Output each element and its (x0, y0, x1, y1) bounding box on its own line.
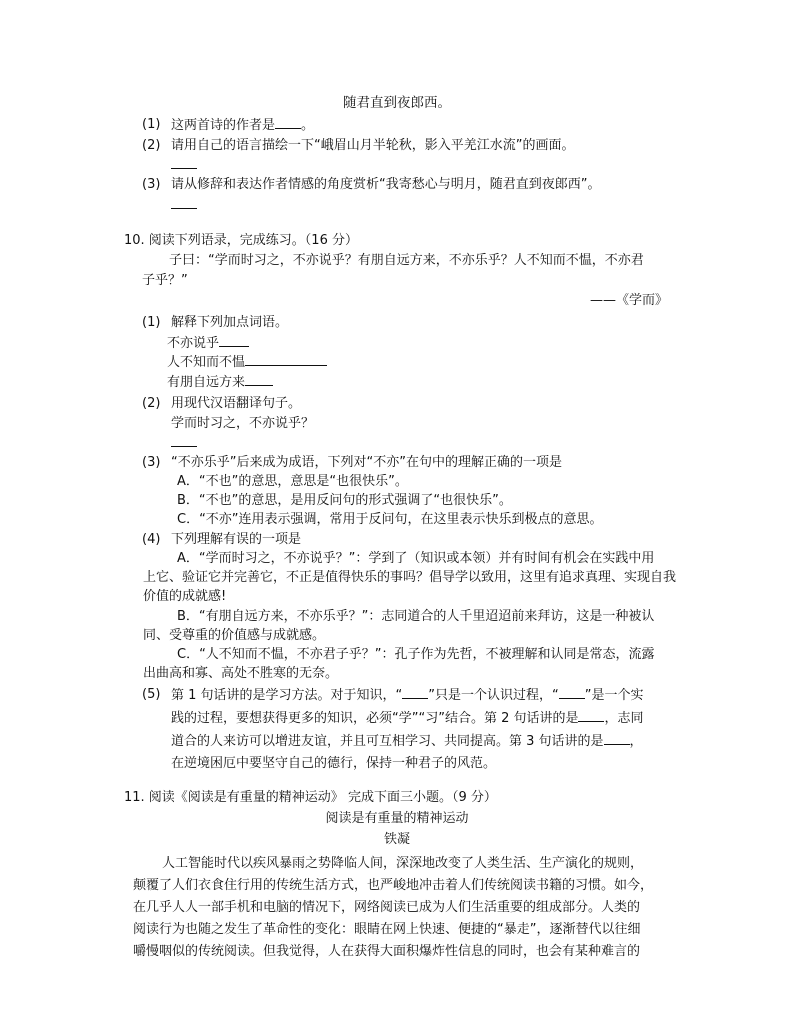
q10-quote-line1: 子曰：“学而时习之，不亦说乎？有朋自远方来，不亦乐乎？人不知而不愠，不亦君 (169, 253, 644, 268)
answer-blank[interactable] (578, 709, 604, 722)
answer-blank[interactable] (171, 156, 197, 169)
q10-5-line4: 在逆境困厄中要坚守自己的德行，保持一种君子的风范。 (171, 756, 497, 771)
answer-blank[interactable] (275, 116, 301, 129)
answer-blank[interactable] (604, 732, 630, 745)
q10-2-number: (2) (142, 396, 161, 411)
q10-5-line2 (171, 709, 644, 728)
q10-1-word2 (167, 353, 327, 372)
text-segment: ”是一个实 (584, 688, 644, 703)
q10-1-word3 (167, 373, 273, 392)
text-segment: ”只是一个认识过程，“ (428, 688, 559, 703)
q10-3-option-b[interactable]: B．“不也”的意思，是用反问句的形式强调了“也很快乐”。 (177, 493, 512, 508)
q9-1-number: (1) (142, 117, 161, 132)
answer-blank[interactable] (171, 196, 197, 209)
q9-2-answer[interactable] (171, 156, 197, 175)
q10-4-text: 下列理解有误的一项是 (171, 532, 302, 547)
q10-4-option-c-line2: 出曲高和寡、高处不胜寒的无奈。 (143, 666, 339, 681)
article-line-2: 颠覆了人们衣食住行用的传统生活方式，也严峻地冲击着人们传统阅读书籍的习惯。如今， (133, 878, 654, 893)
answer-blank[interactable] (245, 373, 273, 386)
q10-4-option-a-line1[interactable]: A．“学而时习之，不亦说乎？”：学到了（知识或本领）并有时间有机会在实践中用 (177, 551, 655, 566)
q9-3-text: 请从修辞和表达作者情感的角度赏析“我寄愁心与明月，随君直到夜郎西”。 (171, 177, 601, 192)
q10-3-text: “不亦乐乎”后来成为成语，下列对“不亦”在句中的理解正确的一项是 (171, 455, 562, 470)
q10-1-number: (1) (142, 315, 161, 330)
text-segment: 第 1 句话讲的是学习方法。对于知识，“ (171, 688, 403, 703)
q10-2-answer[interactable] (171, 434, 197, 453)
q10-5-number: (5) (142, 687, 161, 702)
q10-4-option-a-line2: 上它、验证它并完善它，不正是值得快乐的事吗？倡导学以致用，这里有追求真理、实现自我 (143, 570, 677, 585)
q9-3-number: (3) (142, 177, 161, 192)
q10-5-line3 (171, 732, 643, 751)
article-line-4: 阅读行为也随之发生了革命性的变化：眼睛在网上快速、便捷的“暴走”，逐渐替代以往细 (133, 922, 641, 937)
answer-blank[interactable] (559, 686, 585, 699)
q10-4-option-b-line1[interactable]: B．“有朋自远方来，不亦乐乎？”：志同道合的人千里迢迢前来拜访，这是一种被认 (177, 609, 655, 624)
text-segment: ， (629, 734, 643, 749)
q9-2-number: (2) (142, 138, 161, 153)
text-segment: 践的过程，要想获得更多的知识，必须“学”“习”结合。第 2 句话讲的是 (171, 711, 579, 726)
q10-4-option-a-line3: 价值的成就感! (143, 589, 227, 604)
word-text: 人不知而不愠 (167, 355, 246, 370)
q10-2-text: 用现代汉语翻译句子。 (171, 396, 302, 411)
q10-4-option-c-line1[interactable]: C．“人不知而不愠，不亦君子乎？”：孔子作为先哲，不被理解和认同是常态，流露 (177, 647, 655, 662)
q10-quote-line2: 子乎？” (142, 273, 188, 288)
answer-blank[interactable] (402, 686, 428, 699)
article-line-1: 人工智能时代以疾风暴雨之势降临人间，深深地改变了人类生活、生产演化的规则， (162, 856, 644, 871)
q9-2-text: 请用自己的语言描绘一下“峨眉山月半轮秋，影入平羌江水流”的画面。 (171, 138, 575, 153)
word-text: 有朋自远方来 (167, 375, 246, 390)
answer-blank[interactable] (219, 334, 249, 347)
q10-3-number: (3) (142, 455, 161, 470)
q10-source: ——《学而》 (589, 293, 668, 308)
q11-heading: 11. 阅读《阅读是有重量的精神运动》 完成下面三小题。（9 分） (124, 790, 497, 805)
q9-3-answer[interactable] (171, 196, 197, 215)
q10-2-sentence: 学而时习之，不亦说乎？ (171, 416, 315, 431)
q10-1-word1 (167, 334, 249, 353)
poem-last-line: 随君直到夜郎西。 (343, 95, 451, 111)
text-segment: 道合的人来访可以增进友谊，并且可互相学习、共同提高。第 3 句话讲的是 (171, 734, 604, 749)
answer-blank[interactable] (245, 353, 327, 366)
q10-1-text: 解释下列加点词语。 (171, 315, 289, 330)
article-author: 铁凝 (383, 832, 410, 847)
text-segment: ，志同 (604, 711, 644, 726)
article-line-5: 嚼慢咽似的传统阅读。但我觉得，人在获得大面积爆炸性信息的同时，也会有某种难言的 (133, 944, 641, 959)
q10-heading: 10. 阅读下列语录，完成练习。（16 分） (124, 233, 358, 248)
answer-blank[interactable] (171, 434, 197, 447)
q9-1-prompt: 这两首诗的作者是 (171, 118, 276, 133)
q10-4-option-b-line2: 同、受尊重的价值感与成就感。 (143, 628, 326, 643)
q10-4-number: (4) (142, 532, 161, 547)
word-text: 不亦说乎 (167, 336, 220, 351)
article-title: 阅读是有重量的精神运动 (325, 811, 469, 826)
q9-1-text (171, 116, 314, 135)
q9-1-period: 。 (301, 118, 315, 133)
q10-3-option-a[interactable]: A．“不也”的意思，意思是“也很快乐”。 (177, 474, 408, 489)
article-line-3: 在几乎人人一部手机和电脑的情况下，网络阅读已成为人们生活重要的组成部分。人类的 (133, 900, 641, 915)
q10-5-line1 (171, 686, 644, 705)
q10-3-option-c[interactable]: C．“不亦”连用表示强调，常用于反问句，在这里表示快乐到极点的意思。 (177, 512, 603, 527)
